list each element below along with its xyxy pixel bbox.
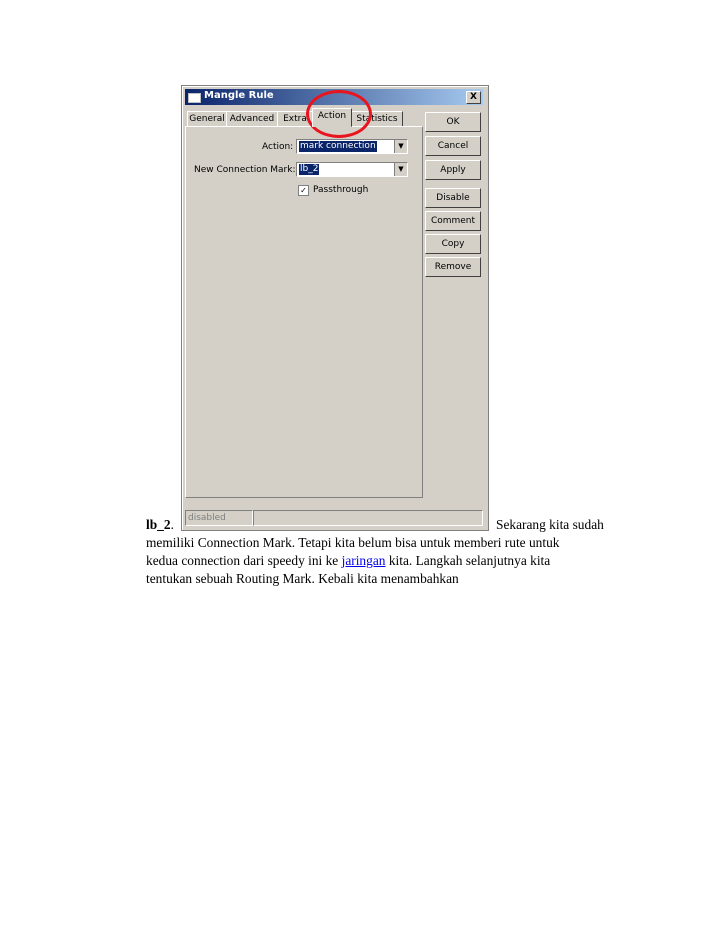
lead-bold-text: lb_2 — [146, 517, 171, 532]
new-connection-mark-value: lb_2 — [300, 164, 319, 174]
line3-pre-text: kedua connection dari speedy ini ke — [146, 553, 342, 568]
tab-bar — [185, 108, 425, 126]
mangle-rule-dialog — [181, 85, 489, 531]
passthrough-label: Passthrough — [313, 185, 369, 195]
line2-text: memiliki Connection Mark. Tetapi kita belum bisa untuk memberi rute untuk — [146, 535, 560, 550]
status-bar — [185, 510, 483, 526]
comment-button[interactable]: Comment — [425, 211, 481, 231]
tab-general[interactable]: General — [187, 111, 227, 127]
chevron-down-icon[interactable]: ▼ — [394, 140, 407, 153]
dialog-title: Mangle Rule — [204, 90, 274, 101]
tab-action[interactable]: Action — [312, 108, 352, 127]
new-connection-mark-label: New Connection Mark: — [194, 165, 296, 175]
tab-extra[interactable]: Extra — [277, 111, 313, 127]
ok-button[interactable]: OK — [425, 112, 481, 132]
status-cell-empty — [253, 510, 483, 526]
disable-button[interactable]: Disable — [425, 188, 481, 208]
cancel-button[interactable]: Cancel — [425, 136, 481, 156]
apply-button[interactable]: Apply — [425, 160, 481, 180]
action-panel — [185, 126, 423, 498]
action-select[interactable] — [296, 139, 408, 154]
lead-tail-text: . — [170, 517, 174, 532]
line3-post-text: kita. Langkah selanjutnya kita — [385, 553, 551, 568]
action-label: Action: — [262, 142, 294, 152]
copy-button[interactable]: Copy — [425, 234, 481, 254]
tab-advanced[interactable]: Advanced — [226, 111, 278, 127]
line4-text: tentukan sebuah Routing Mark. Kebali kita menambahkan — [146, 571, 459, 586]
tab-statistics[interactable]: Statistics — [351, 111, 403, 127]
action-select-value: mark connection — [300, 141, 376, 151]
passthrough-checkbox[interactable]: ✓ — [298, 185, 309, 196]
jaringan-link[interactable]: jaringan — [341, 553, 386, 568]
new-connection-mark-input[interactable] — [296, 162, 408, 177]
chevron-down-icon[interactable]: ▼ — [394, 163, 407, 176]
close-button[interactable]: X — [466, 91, 481, 104]
status-disabled: disabled — [185, 510, 253, 526]
line1-right-text: Sekarang kita sudah — [496, 517, 604, 532]
window-icon — [188, 93, 201, 103]
remove-button[interactable]: Remove — [425, 257, 481, 277]
